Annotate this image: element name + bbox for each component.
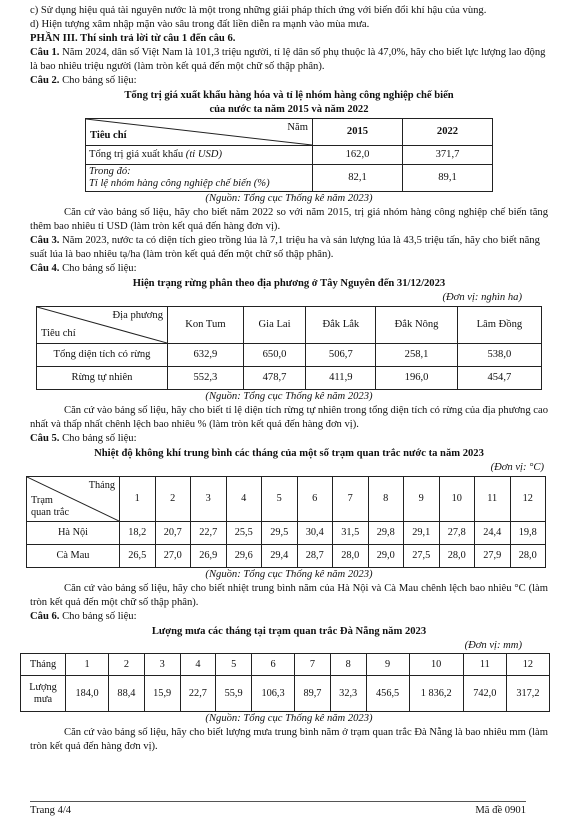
table-cell: 25,5 [226,521,262,544]
table-cell: 24,4 [475,521,511,544]
month-header: 6 [297,476,333,521]
q2-table-title-2: của nước ta năm 2015 và năm 2022 [209,103,369,115]
question-2 [30,74,548,88]
exam-code: Mã đề 0901 [475,805,526,816]
table-cell: 31,5 [333,521,369,544]
q4-unit: (Đơn vị: nghìn ha) [442,291,522,303]
row-label: Tổng trị giá xuất khẩu (tỉ USD) [86,145,313,164]
q4-question: Căn cứ vào bảng số liệu, hãy cho biết tỉ lệ diện tích rừng tự nhiên trong tổng diện tích có rừng của địa phương cao nhất và thấp nhất chênh lệch bao nhiêu % (làm tròn kết quả đến hàng đơn vị). [30,404,548,430]
table-cell: 184,0 [66,676,109,712]
table-cell: 29,6 [226,544,262,567]
q5-label: Câu 5. [30,432,60,444]
year-header: 2022 [403,118,493,145]
q2-source: (Nguồn: Tổng cục Thống kê năm 2023) [205,193,373,205]
year-header: 2015 [313,118,403,145]
table-cell: 26,9 [191,544,227,567]
month-header: 3 [191,476,227,521]
table-corner-cell [27,476,120,521]
q1-label: Câu 1. [30,46,60,58]
question-6 [30,610,548,624]
month-header: 11 [463,654,506,676]
table-cell: 29,1 [404,521,440,544]
month-header: 10 [439,476,475,521]
question-4 [30,262,548,276]
province-header: Kon Tum [168,306,244,343]
table-row [27,544,546,567]
month-header: 11 [475,476,511,521]
month-header: 12 [510,476,546,521]
month-header: 1 [120,476,156,521]
page-number: Trang 4/4 [30,805,72,816]
table-cell: 538,0 [457,343,541,366]
table-cell: 27,9 [475,544,511,567]
q5-question: Căn cứ vào bảng số liệu, hãy cho biết nhiệt trung bình năm của Hà Nội và Cà Mau chênh lệch bao nhiêu °C (làm tròn kết quả đến một chữ số thập phân). [30,582,548,608]
q2-table-title-1: Tổng trị giá xuất khẩu hàng hóa và tỉ lệ nhóm hàng công nghiệp chế biến [124,89,454,101]
table-cell: 28,0 [510,544,546,567]
table-corner-cell [86,118,313,145]
export-table [85,118,493,192]
table-cell: 30,4 [297,521,333,544]
table-cell: 29,4 [262,544,298,567]
q6-table-title: Lượng mưa các tháng tại trạm quan trắc Đà Nẵng năm 2023 [151,625,427,637]
table-cell: 454,7 [457,366,541,389]
table-cell: 1 836,2 [409,676,463,712]
table-row [21,676,550,712]
q4-text: Cho bảng số liệu: [59,262,137,274]
table-cell: 29,0 [368,544,404,567]
table-row [21,654,550,676]
q4-label: Câu 4. [30,262,60,274]
table-row [86,118,493,145]
month-header: 2 [109,654,145,676]
table-row [86,145,493,164]
province-header: Gia Lai [243,306,306,343]
table-cell: 27,8 [439,521,475,544]
table-cell: 55,9 [216,676,252,712]
q5-text: Cho bảng số liệu: [59,432,137,444]
table-row [37,366,542,389]
table-cell: 552,3 [168,366,244,389]
row-label: Cà Mau [27,544,120,567]
table-cell: 28,0 [333,544,369,567]
table-cell: 106,3 [252,676,295,712]
q2-text: Cho bảng số liệu: [59,74,137,86]
table-cell: 196,0 [376,366,457,389]
row-label: Tổng diện tích có rừng [37,343,168,366]
corner-bottom-label: Trạm quan trắc [31,495,70,518]
table-cell: 317,2 [506,676,549,712]
month-header: 4 [180,654,216,676]
temperature-table [26,476,546,568]
month-header: 4 [226,476,262,521]
table-row [27,521,546,544]
q4-source: (Nguồn: Tổng cục Thống kê năm 2023) [205,390,373,402]
month-header: 3 [144,654,180,676]
month-header: 9 [366,654,409,676]
table-cell: 22,7 [191,521,227,544]
question-3 [30,234,548,262]
table-cell: 22,7 [180,676,216,712]
month-header: 2 [155,476,191,521]
table-cell: 88,4 [109,676,145,712]
table-cell: 89,1 [403,164,493,191]
table-cell: 371,7 [403,145,493,164]
table-cell: 632,9 [168,343,244,366]
corner-top-label: Địa phương [112,309,163,321]
statement-d: d) Hiện tượng xâm nhập mặn vào sâu trong đất liền diễn ra mạnh vào mùa mưa. [30,18,370,30]
q1-text: Năm 2024, dân số Việt Nam là 101,3 triệu người, tỉ lệ dân số phụ thuộc là 47,0%, hãy cho biết lực lượng lao động là bao nhiêu triệu người (làm tròn kết quả đến một chữ số thập phân). [30,46,546,72]
table-cell: 26,5 [120,544,156,567]
corner-bottom-label: Tiêu chí [90,129,127,141]
header-label: Tháng [21,654,66,676]
q5-unit: (Đơn vị: °C) [490,461,544,473]
q4-table-title: Hiện trạng rừng phân theo địa phương ở Tây Nguyên đến 31/12/2023 [132,277,446,289]
corner-top-label: Tháng [88,479,115,491]
q2-label: Câu 2. [30,74,60,86]
question-1 [30,46,548,74]
statement-c: c) Sử dụng hiệu quả tài nguyên nước là một trong những giải pháp thích ứng với biến đổi khí hậu của vùng. [30,5,487,16]
table-cell: 82,1 [313,164,403,191]
row-label: Lượng mưa [21,676,66,712]
row-label: Trong đó: Tỉ lệ nhóm hàng công nghiệp chế biến (%) [86,164,313,191]
month-header: 10 [409,654,463,676]
province-header: Đắk Lắk [306,306,376,343]
table-row [27,476,546,521]
table-cell: 15,9 [144,676,180,712]
table-cell: 162,0 [313,145,403,164]
province-header: Đắk Nông [376,306,457,343]
q5-table-title: Nhiệt độ không khí trung bình các tháng của một số trạm quan trắc nước ta năm 2023 [94,447,484,459]
table-cell: 20,7 [155,521,191,544]
rainfall-table [20,653,550,712]
q6-unit: (Đơn vị: mm) [464,639,522,651]
table-cell: 27,5 [404,544,440,567]
month-header: 5 [262,476,298,521]
table-cell: 19,8 [510,521,546,544]
q6-question: Căn cứ vào bảng số liệu, hãy cho biết lượng mưa trung bình năm ở trạm quan trắc Đà Nẵng là bao nhiêu mm (làm tròn kết quả đến hàng đơn vị). [30,727,548,753]
table-cell: 32,3 [330,676,366,712]
q6-label: Câu 6. [30,610,60,622]
month-header: 12 [506,654,549,676]
table-cell: 456,5 [366,676,409,712]
month-header: 7 [295,654,331,676]
q2-question: Căn cứ vào bảng số liệu, hãy cho biết năm 2022 so với năm 2015, trị giá nhóm hàng công nghiệp chế biến tăng thêm bao nhiêu tỉ USD (làm tròn kết quả đến hàng đơn vị). [30,207,548,233]
table-cell: 29,8 [368,521,404,544]
q3-label: Câu 3. [30,235,60,246]
table-cell: 29,5 [262,521,298,544]
part3-heading: PHẦN III. Thí sinh trả lời từ câu 1 đến câu 6. [30,32,236,44]
table-cell: 28,7 [297,544,333,567]
table-cell: 478,7 [243,366,306,389]
month-header: 5 [216,654,252,676]
q5-source: (Nguồn: Tổng cục Thống kê năm 2023) [205,568,373,580]
table-corner-cell [37,306,168,343]
table-cell: 411,9 [306,366,376,389]
row-label: Rừng tự nhiên [37,366,168,389]
table-cell: 27,0 [155,544,191,567]
table-cell: 742,0 [463,676,506,712]
question-5 [30,432,548,446]
forest-table [36,306,542,390]
table-cell: 506,7 [306,343,376,366]
table-cell: 28,0 [439,544,475,567]
q6-source: (Nguồn: Tổng cục Thống kê năm 2023) [205,713,373,725]
month-header: 6 [252,654,295,676]
corner-top-label: Năm [287,121,308,133]
table-cell: 258,1 [376,343,457,366]
table-cell: 650,0 [243,343,306,366]
month-header: 8 [368,476,404,521]
row-label: Hà Nội [27,521,120,544]
month-header: 8 [330,654,366,676]
month-header: 7 [333,476,369,521]
month-header: 9 [404,476,440,521]
q6-text: Cho bảng số liệu: [59,610,137,622]
table-row [37,343,542,366]
table-row [86,164,493,191]
province-header: Lâm Đồng [457,306,541,343]
q3-text: Năm 2023, nước ta có diện tích gieo trồng lúa là 7,1 triệu ha và sản lượng lúa là 43,5 triệu tấn, hãy cho biết năng suất lúa là bao nhiêu tạ/ha (làm tròn kết quả đến một chữ số thập phân). [30,235,540,260]
corner-bottom-label: Tiêu chí [41,327,76,339]
table-cell: 18,2 [120,521,156,544]
table-cell: 89,7 [295,676,331,712]
month-header: 1 [66,654,109,676]
table-row [37,306,542,343]
page-footer [30,801,526,818]
